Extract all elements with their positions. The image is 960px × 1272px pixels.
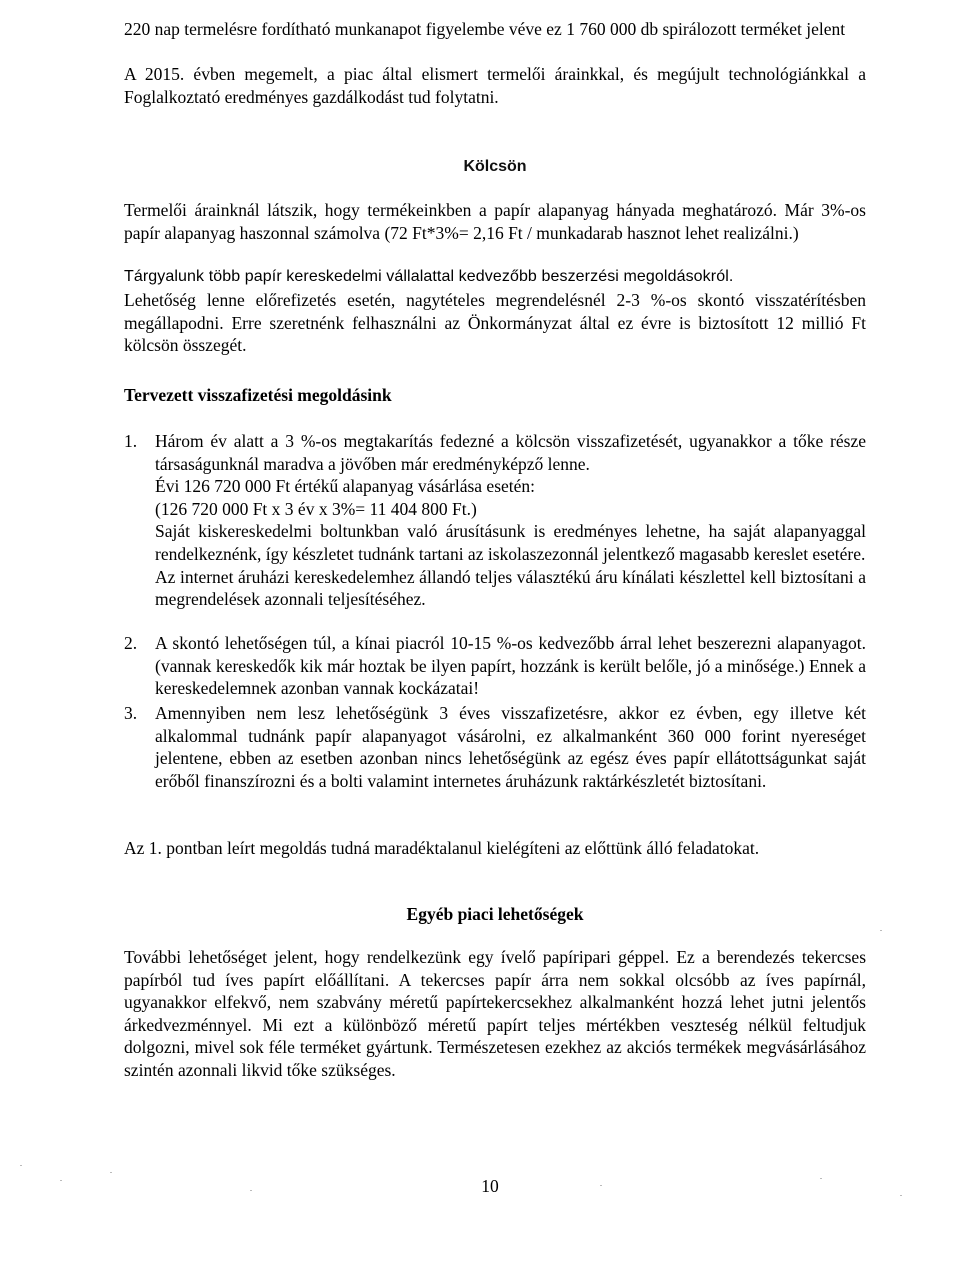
kolcson-paragraph-2: Tárgyalunk több papír kereskedelmi vállalattal kedvezőbb beszerzési megoldásokról. <box>124 268 734 285</box>
egyeb-paragraph-1: További lehetőséget jelent, hogy rendelkezünk egy ívelő papíripari géppel. Ez a berendezés tekercses papírból tud íves papírt előállítani. A tekercses papír árra nem sokkal olcsóbb az íves papírnál, ugyanakkor elfekvő, nem szabvány méretű papírtekercsekhez alkalmanként hozzá lehet jutni jelentős árkedvezménnyel. Mi ezt a különböző méretű papírt teljes mértékben veszteség nélkül feltudjuk dolgozni, mivel sok féle terméket gyártunk. Természetesen ezekhez az akciós termékek megvásárlásához szintén azonnali likvid tőke szükséges. <box>124 947 866 1080</box>
scan-noise <box>60 1180 62 1181</box>
list-item-number: 1. <box>124 431 138 451</box>
list-item-number: 2. <box>124 633 138 653</box>
scan-noise <box>600 1185 602 1186</box>
conclusion-paragraph: Az 1. pontban leírt megoldás tudná maradéktalanul kielégíteni az előttünk álló feladatokat. <box>124 838 760 858</box>
kolcson-paragraph-1: Termelői árainknál látszik, hogy termékeinkben a papír alapanyag hányada meghatározó. Már 3%-os papír alapanyag haszonnal számolva (72 Ft*3%= 2,16 Ft / munkadarab hasznot lehet realizálni.) <box>124 200 866 243</box>
list-item <box>124 430 866 611</box>
list-item-paragraph: Három év alatt a 3 %-os megtakarítás fedezné a kölcsön visszafizetését, ugyanakkor a tőke része társaságunknál maradva a jövőben már eredményképző lenne. <box>155 431 866 474</box>
list-item-paragraph: (126 720 000 Ft x 3 év x 3%= 11 404 800 Ft.) <box>155 498 477 519</box>
kolcson-paragraph-3: Lehetőség lenne előrefizetés esetén, nagytételes megrendelésnél 2-3 %-os skontó visszatérítésben megállapodni. Erre szeretnénk felhasználni az Önkormányzat által ez évre is biztosított 12 millió Ft kölcsön összegét. <box>124 290 866 356</box>
list-item-paragraph: Saját kiskereskedelmi boltunkban való árusításunk is eredményes lehetne, ha saját alapanyaggal rendelkeznénk, így készletet tudnánk tartani az iskolaszezonnál jelentkező magasabb kereslet esetére. <box>155 521 866 564</box>
list-item-paragraph: Évi 126 720 000 Ft értékű alapanyag vásárlása esetén: <box>155 476 536 497</box>
intro-line-2: A 2015. évben megemelt, a piac által elismert termelői árainkkal, és megújult technológiánkkal a Foglalkoztató eredményes gazdálkodást tud folytatni. <box>124 64 866 107</box>
scan-noise <box>250 1190 252 1191</box>
list-item <box>124 702 866 792</box>
list-item-number: 3. <box>124 703 138 723</box>
section-title-tervezett: Tervezett visszafizetési megoldásink <box>124 385 392 405</box>
scan-noise <box>20 1165 22 1166</box>
scan-noise <box>820 1178 822 1179</box>
list-item-paragraph: A skontó lehetőségen túl, a kínai piacról 10-15 %-os kedvezőbb árral lehet beszerezni alapanyagot. (vannak kereskedők kik már hoztak be ilyen papírt, hozzánk is került belőle, jó a minősége.) Ennek a kereskedelemnek azonban vannak kockázatai! <box>155 633 866 699</box>
scan-noise <box>880 930 882 931</box>
page-number: 10 <box>481 1176 499 1196</box>
section-title-egyeb: Egyéb piaci lehetőségek <box>406 904 584 924</box>
list-item-paragraph: Amennyiben nem lesz lehetőségünk 3 éves visszafizetésre, akkor ez évben, egy illetve két alkalommal tudnánk papír alapanyagot vásárolni, ez alkalmanként 360 000 forint nyereséget jelentene, ebben az esetben azonban nincs lehetőségünk az egész éves papír ellátottságunkat saját erőből finanszírozni és a bolti valamint internetes áruházunk raktárkészletét biztosítani. <box>155 703 866 791</box>
section-title-kolcson: Kölcsön <box>463 158 527 175</box>
list-item <box>124 632 866 700</box>
intro-line-1: 220 nap termelésre fordítható munkanapot figyelembe véve ez 1 760 000 db spirálozott terméket jelent <box>124 19 846 39</box>
scan-noise <box>110 1172 112 1173</box>
list-item-paragraph: Az internet áruházi kereskedelemhez állandó teljes választékú áru kínálati készlettel kell biztosítani a megrendelések azonnali teljesítéséhez. <box>155 566 866 610</box>
scan-noise <box>900 1195 902 1196</box>
